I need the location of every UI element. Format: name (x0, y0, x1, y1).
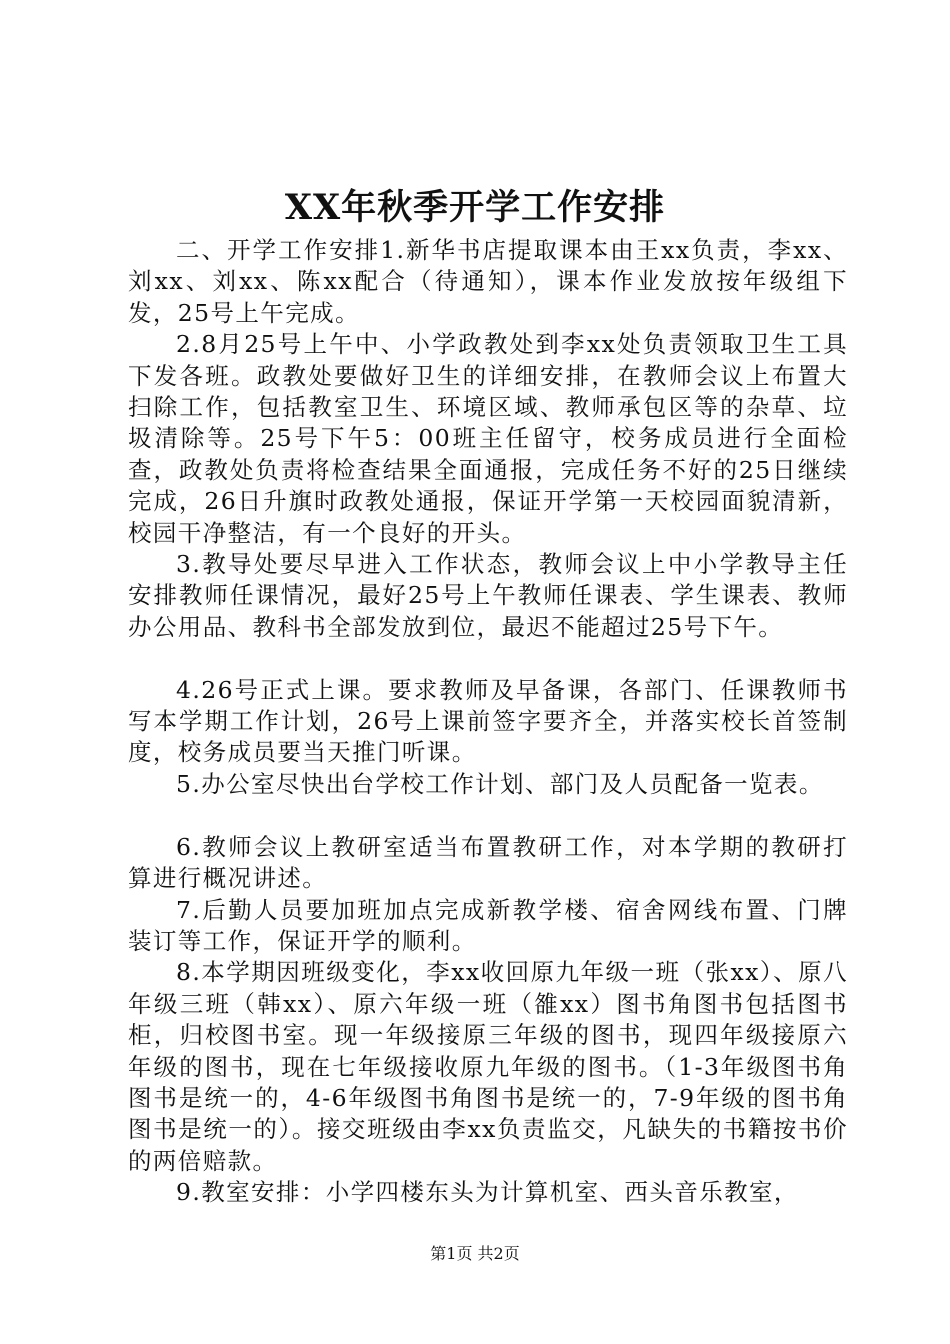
document-title: XX年秋季开学工作安排 (284, 187, 666, 228)
page-indicator: 第1页 共2页 (430, 1244, 520, 1263)
paragraph-8: 8.本学期因班级变化，李xx收回原九年级一班（张xx）、原八年级三班（韩xx）、原六年级一班（雒xx）图书角图书包括图书柜，归校图书室。现一年级接原三年级的图书，现四年级接原六年级的图书，现在七年级接收原九年级的图书。（1-3年级图书角图书是统一的，4-6年级图书角图书是统一的，7-9年级的图书角图书是统一的）。接交班级由李xx负责监交，凡缺失的书籍按书价的两倍赔款。 (128, 958, 848, 1175)
paragraph-6: 6.教师会议上教研室适当布置教研工作，对本学期的教研打算进行概况讲述。 (128, 832, 848, 893)
paragraph-9: 9.教室安排：小学四楼东头为计算机室、西头音乐教室， (176, 1178, 799, 1207)
document-body (128, 235, 848, 1209)
paragraph-1: 二、开学工作安排1.新华书店提取课本由王xx负责，李xx、刘xx、刘xx、陈xx配合（待通知），课本作业发放按年级组下发，25号上午完成。 (128, 236, 848, 327)
paragraph-2: 2.8月25号上午中、小学政教处到李xx处负责领取卫生工具下发各班。政教处要做好卫生的详细安排，在教师会议上布置大扫除工作，包括教室卫生、环境区域、教师承包区等的杂草、垃圾清除等。25号下午5：00班主任留守，校务成员进行全面检查，政教处负责将检查结果全面通报，完成任务不好的25日继续完成，26日升旗时政教处通报，保证开学第一天校园面貌清新，校园干净整洁，有一个良好的开头。 (128, 330, 848, 547)
paragraph-5: 5.办公室尽快出台学校工作计划、部门及人员配备一览表。 (176, 769, 824, 798)
paragraph-3: 3.教导处要尽早进入工作状态，教师会议上中小学教导主任安排教师任课情况，最好25号上午教师任课表、学生课表、教师办公用品、教科书全部发放到位，最迟不能超过25号下午。 (128, 550, 848, 641)
paragraph-4: 4.26号正式上课。要求教师及早备课，各部门、任课教师书写本学期工作计划，26号上课前签字要齐全，并落实校长首签制度，校务成员要当天推门听课。 (128, 675, 848, 767)
paragraph-7: 7.后勤人员要加班加点完成新教学楼、宿舍网线布置、门牌装订等工作，保证开学的顺利。 (128, 895, 848, 955)
